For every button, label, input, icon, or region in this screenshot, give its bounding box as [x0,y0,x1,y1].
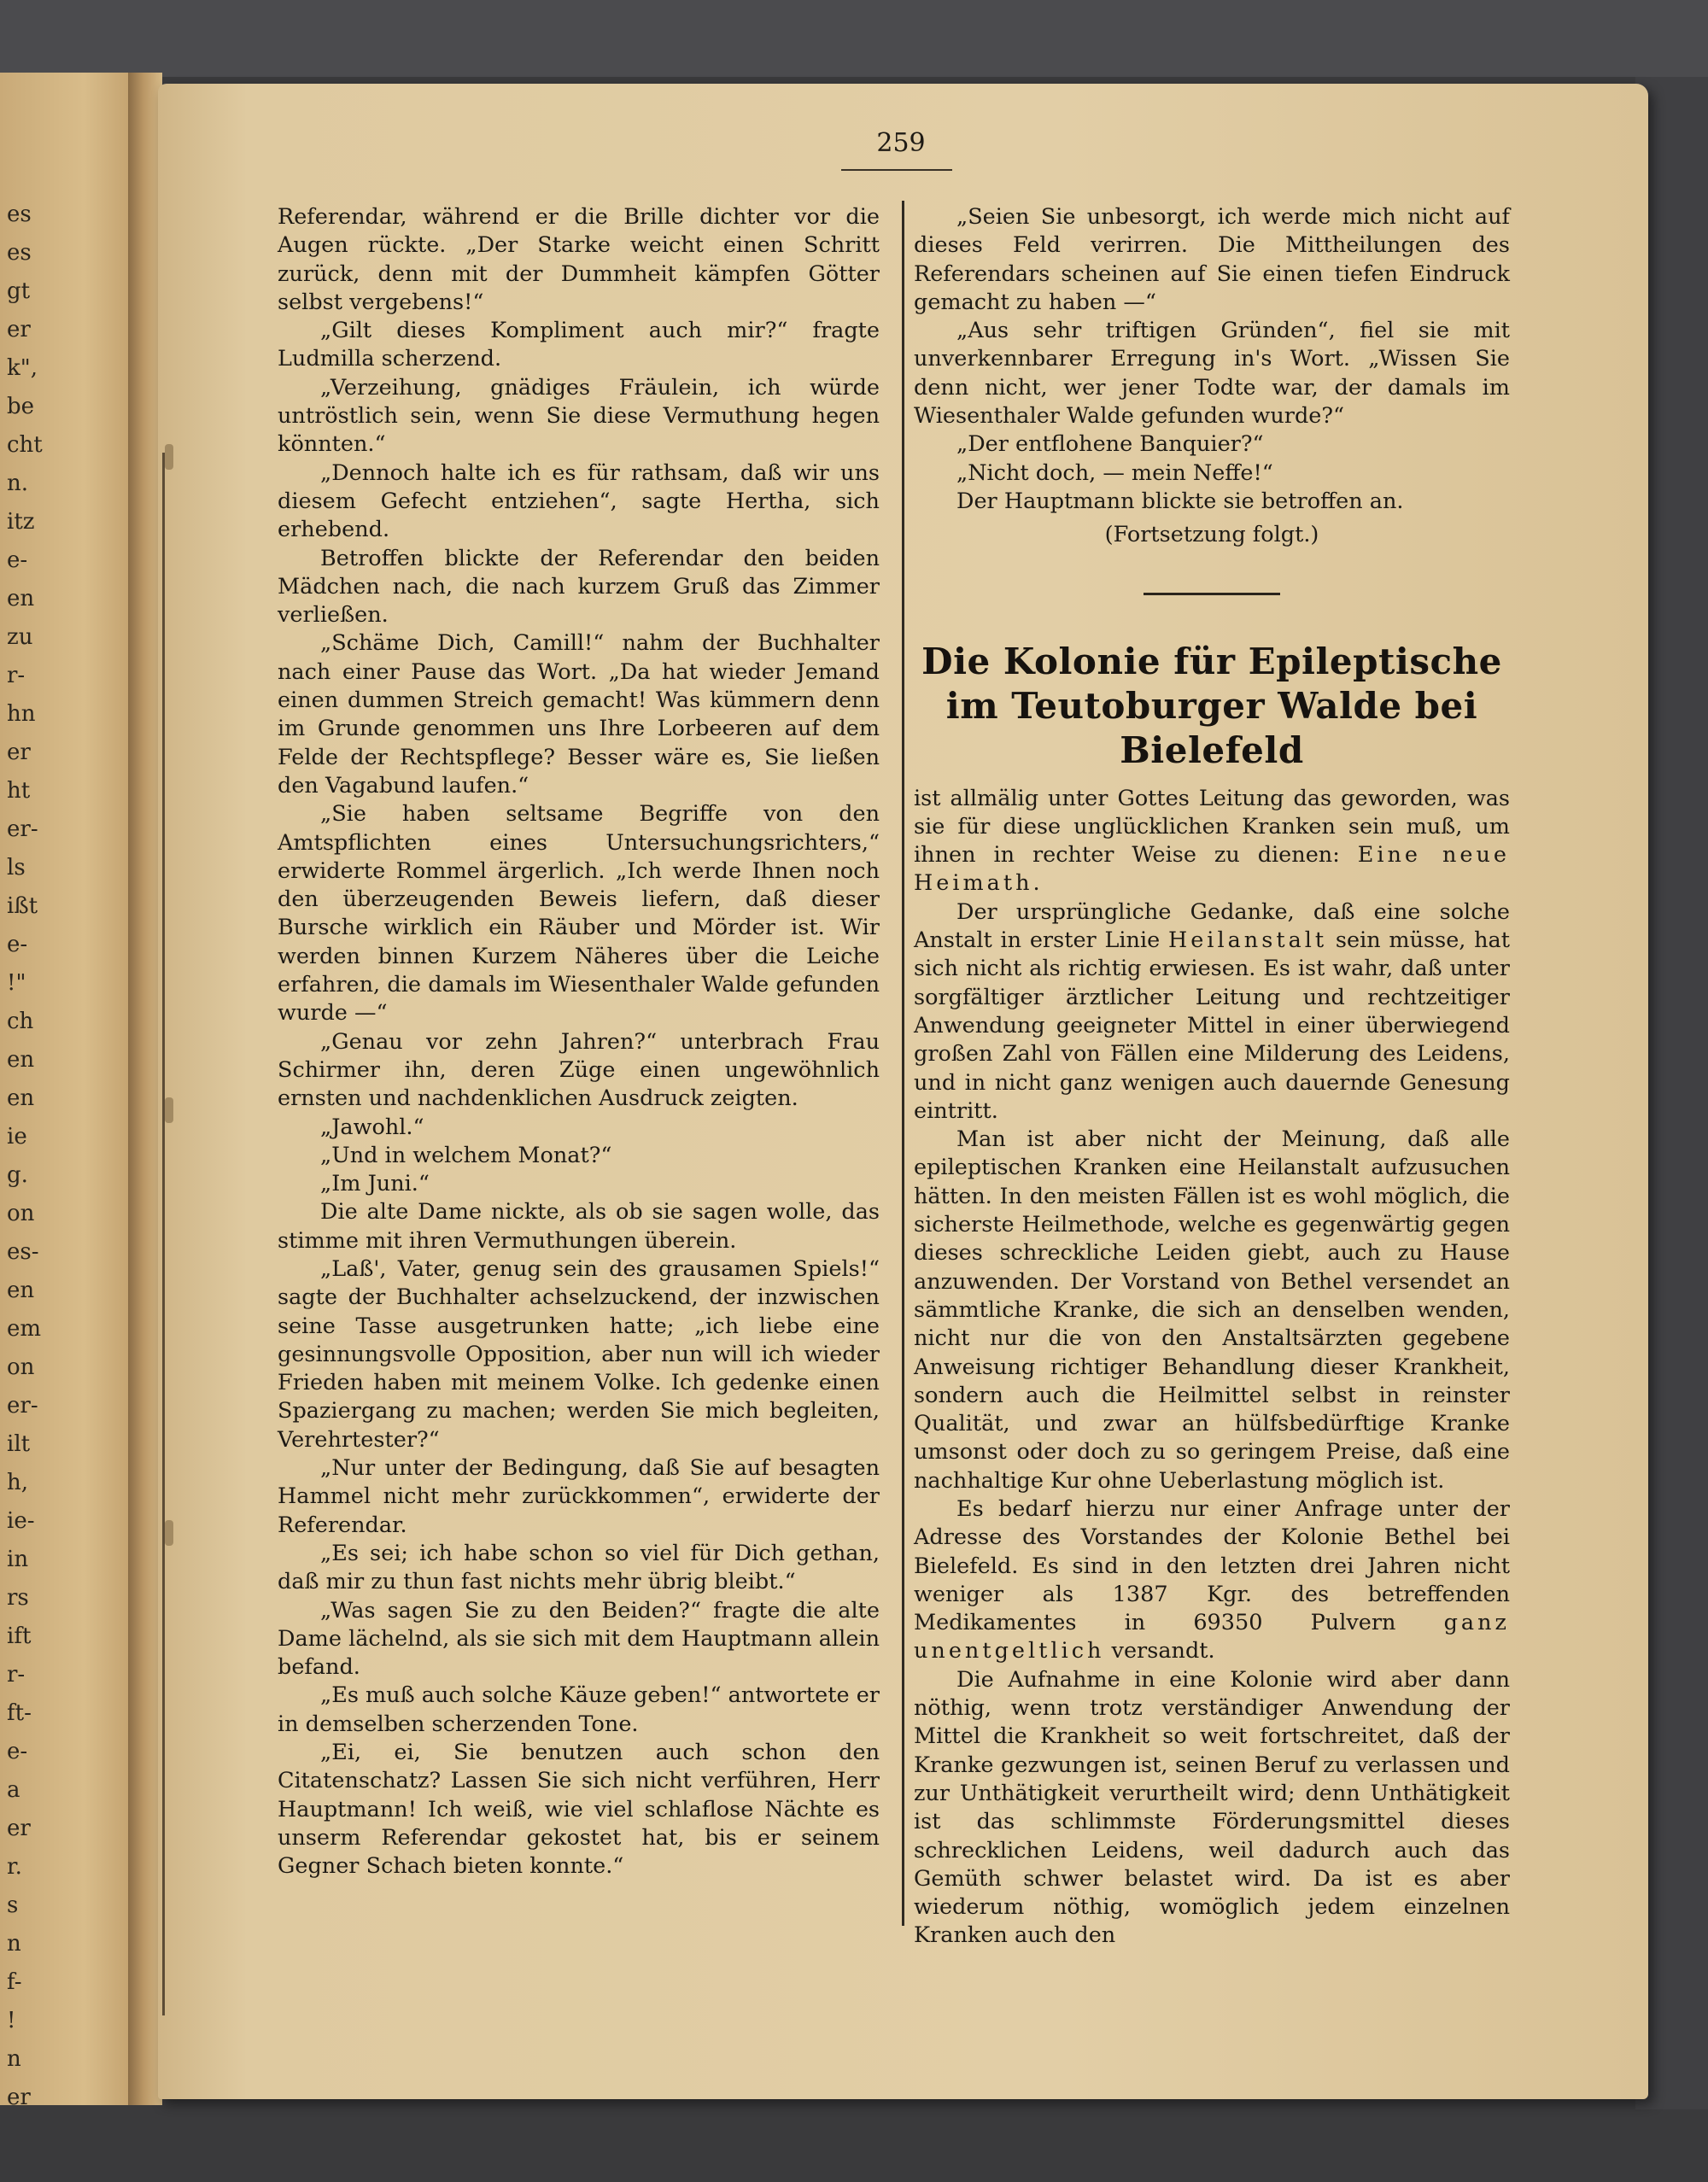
paragraph: Referendar, während er die Brille dichter vor die Augen rückte. „Der Starke weicht einen Schritt zurück, denn mit der Dummheit kämpfen Götter selbst vergebens!“ [278,204,880,315]
previous-page-fragment: hn [7,701,36,727]
header-rule [841,169,952,171]
previous-page-fragment: cht [7,432,43,458]
paragraph: „Aus sehr triftigen Gründen“, fiel sie mit unverkennbarer Erregung in's Wort. „Wissen Sie denn nicht, wer jener Todte war, der damals im Wiesenthaler Walde gefunden wurde?“ [914,318,1510,430]
paragraph: „Genau vor zehn Jahren?“ unterbrach Frau Schirmer ihn, deren Züge einen ungewöhnlich ernsten und nachdenklichen Ausdruck zeigten. [278,1028,880,1112]
section-rule [1144,593,1280,595]
article-paragraph [914,898,1510,1126]
binding-stitch [165,1520,173,1546]
binding-stitch [165,1097,173,1123]
previous-page-fragment: e- [7,547,28,573]
paragraph: „Und in welchem Monat?“ [320,1142,612,1168]
article-title-line: im Teutoburger Walde bei Bielefeld [945,684,1478,771]
previous-page-fragment: er [7,317,31,342]
paragraph: „Jawohl.“ [320,1114,424,1140]
previous-page-fragment: gt [7,278,31,304]
previous-page-fragment: f- [7,1969,22,1995]
previous-page-fragment: ilt [7,1431,31,1457]
previous-page-fragment: k", [7,355,38,381]
paragraph: „Der entflohene Banquier?“ [956,431,1264,458]
previous-page-fragment: on [7,1201,35,1226]
previous-page-fragment: n. [7,471,29,496]
previous-page-fragment: r. [7,1854,22,1880]
previous-page-fragment: rs [7,1585,29,1611]
previous-page-fragment: h, [7,1470,29,1495]
previous-page-fragment: en [7,1278,35,1303]
article-paragraph [914,1495,1510,1666]
text-run: Es bedarf hierzu nur einer Anfrage unter der Adresse des Vorstandes der Kolonie Bethel bei Bielefeld. Es sind in den letzten drei Jahren nicht weniger als 1387 Kgr. des betreffenden Medikamentes in 69350 Pulvern [914,1495,1510,1636]
paragraph: „Sie haben seltsame Begriffe von den Amtspflichten eines Untersuchungsrichters,“ erwiderte Rommel ärgerlich. „Ich werde Ihnen noch den überzeugenden Beweis liefern, daß dieser Bursche wirklich ein Räuber und Mörder ist. Wir werden binnen Kurzem Näheres über die Leiche erfahren, die damals im Wiesenthaler Walde gefunden wurde —“ [278,801,880,1027]
book-spine [128,73,162,2105]
previous-page-fragment: r- [7,1662,26,1688]
previous-page-fragment: er [7,740,31,765]
page-gutter-fold [162,453,165,2015]
paragraph: „Schäme Dich, Camill!“ nahm der Buchhalter nach einer Pause das Wort. „Da hat wieder Jemand einen dummen Streich gemacht! Was kümmern denn im Grunde genommen uns Ihre Lorbeeren auf dem Felde der Rechtspflege? Besser wäre es, Sie ließen den Vagabund laufen.“ [278,630,880,799]
previous-page-fragment: e- [7,1739,28,1764]
text-run: versandt. [1104,1638,1215,1664]
paragraph: Die alte Dame nickte, als ob sie sagen wolle, das stimme mit ihren Vermuthungen überein. [278,1199,880,1254]
previous-page-fragment: er [7,1816,31,1841]
column-divider [902,201,904,1926]
previous-page-fragment: e- [7,932,28,957]
article-paragraph: Man ist aber nicht der Meinung, daß alle epileptischen Kranken eine Heilanstalt aufzusuchen hätten. In den meisten Fällen ist es wohl möglich, die sicherste Heilmethode, welche es gegenwärtig gegen dieses schreckliche Leiden giebt, auch zu Hause anzuwenden. Der Vorstand von Bethel versendet an sämmtliche Kranke, die sich an denselben wenden, nicht nur die von den Anstaltsärzten gegebene Anweisung richtiger Behandlung dieser Krankheit, sondern auch die Heilmittel selbst in reinster Qualität, und zwar an hülfsbedürftige Kranke umsonst oder doch zu so geringem Preise, daß eine nachhaltige Kur ohne Ueberlastung möglich ist. [914,1126,1510,1494]
paragraph: „Es muß auch solche Käuze geben!“ antwortete er in demselben scherzenden Tone. [278,1682,880,1737]
binding-stitch [165,444,173,470]
previous-page-fragment: en [7,1085,35,1111]
scan-background-top [0,0,1708,77]
article-title-line: Die Kolonie für Epileptische [921,640,1502,682]
paragraph: „Laß', Vater, genug sein des grausamen Spiels!“ sagte der Buchhalter achselzuckend, der inzwischen seine Tasse ausgetrunken hatte; „ich liebe eine gesinnungsvolle Opposition, aber nun will ich wieder Frieden haben mit meinem Volke. Ich gedenke einen Spaziergang zu machen; werden Sie mich begleiten, Verehrtester?“ [278,1255,880,1453]
paragraph: „Nur unter der Bedingung, daß Sie auf besagten Hammel nicht mehr zurückkommen“, erwiderte der Referendar. [278,1455,880,1538]
previous-page-fragment: es- [7,1239,39,1265]
previous-page-fragment: ch [7,1009,34,1034]
emphasized-text: Eine neue Heimath. [914,842,1510,897]
continued-note: (Fortsetzung folgt.) [1104,522,1319,548]
article-paragraph [914,785,1510,898]
previous-page-fragment: r- [7,663,26,688]
previous-page-fragment: ie- [7,1508,35,1534]
left-column [278,203,880,1881]
previous-page-fragment: er- [7,1393,38,1419]
previous-page-fragment: a [7,1777,20,1803]
previous-page-fragment: itz [7,509,35,535]
previous-page-fragment: on [7,1354,35,1380]
previous-page-fragment: g. [7,1162,28,1188]
previous-page-fragment: n [7,2046,21,2072]
previous-page-fragment: en [7,586,35,611]
previous-page-fragment: er [7,2085,31,2105]
page-number: 259 [876,128,926,158]
paragraph: „Dennoch halte ich es für rathsam, daß wir uns diesem Gefecht entziehen“, sagte Hertha, sich erhebend. [278,459,880,543]
previous-page-fragment: ift [7,1623,32,1649]
paragraph: „Gilt dieses Kompliment auch mir?“ fragte Ludmilla scherzend. [278,318,880,372]
article-title [914,640,1510,773]
emphasized-text: ganz unentgeltlich [914,1610,1510,1664]
paragraph: „Ei, ei, Sie benutzen auch schon den Citatenschatz? Lassen Sie sich nicht verführen, Herr Hauptmann! Ich weiß, wie viel schlaflose Nächte es unserm Referendar gekostet hat, bis er seinem Gegner Schach bieten konnte.“ [278,1740,880,1880]
text-run: Der ursprüngliche Gedanke, daß eine solche Anstalt in erster Linie [914,898,1510,954]
paragraph: Der Hauptmann blickte sie betroffen an. [956,488,1404,514]
article-paragraph: Die Aufnahme in eine Kolonie wird aber dann nöthig, wenn trotz verständiger Anwendung der Mittel die Krankheit so weit fortschreitet, daß der Kranke gezwungen ist, seinen Beruf zu verlassen und zur Unthätigkeit verurtheilt wird; denn Unthätigkeit ist das schlimmste Förderungsmittel dieses schrecklichen Leidens, weil dadurch auch das Gemüth schwer belastet wird. Da ist es aber wiederum nöthig, womöglich jedem einzelnen Kranken auch den [914,1666,1510,1949]
previous-page-fragment: s [7,1892,19,1918]
paragraph: „Was sagen Sie zu den Beiden?“ fragte die alte Dame lächelnd, als sie sich mit dem Hauptmann allein befand. [278,1597,880,1681]
previous-page-fragment: en [7,1047,35,1073]
text-run: ist allmälig unter Gottes Leitung das geworden, was sie für diese unglücklichen Kranken sein muß, um ihnen in rechter Weise zu dienen: [914,785,1510,869]
paragraph: „Im Juni.“ [320,1171,430,1197]
previous-page-fragment: ls [7,855,26,880]
previous-page-fragment: n [7,1931,21,1957]
text-run: sein müsse, hat sich nicht als richtig erwiesen. Es ist wahr, daß unter sorgfältiger ärztlicher Leitung und rechtzeitiger Anwendung geeigneter Mittel in einer überwiegend großen Zahl von Fällen eine Milderung des Leidens, und in nicht ganz wenigen auch dauernde Genesung eintritt. [914,927,1511,1124]
previous-page-fragment: ft- [7,1700,32,1726]
paragraph: „Verzeihung, gnädiges Fräulein, ich würde untröstlich sein, wenn Sie diese Vermuthung hegen könnten.“ [278,374,880,458]
previous-page-fragment: in [7,1547,29,1572]
paragraph: „Seien Sie unbesorgt, ich werde mich nicht auf dieses Feld verirren. Die Mittheilungen des Referendars scheinen auf Sie einen tiefen Eindruck gemacht zu haben —“ [914,204,1510,315]
previous-page-fragment: em [7,1316,42,1342]
previous-page-fragment: er- [7,816,38,842]
previous-page-fragment: ie [7,1124,27,1149]
scan-background-bottom [0,2109,1708,2182]
paragraph: Betroffen blickte der Referendar den beiden Mädchen nach, die nach kurzem Gruß das Zimmer verließen. [278,545,880,629]
previous-page-fragment: es [7,240,32,266]
previous-page-fragment: be [7,394,35,419]
paragraph: „Es sei; ich habe schon so viel für Dich gethan, daß mir zu thun fast nichts mehr übrig bleibt.“ [278,1540,880,1595]
right-column [914,203,1510,1951]
paragraph: „Nicht doch, — mein Neffe!“ [956,459,1273,486]
previous-page-fragment: !" [7,970,26,996]
previous-page-fragment: es [7,202,32,227]
previous-page-fragment: ! [7,2008,16,2033]
previous-page-fragment: ht [7,778,31,804]
emphasized-text: Heilanstalt [1167,927,1328,954]
previous-page-fragment: ißt [7,893,38,919]
previous-page-fragment: zu [7,624,33,650]
